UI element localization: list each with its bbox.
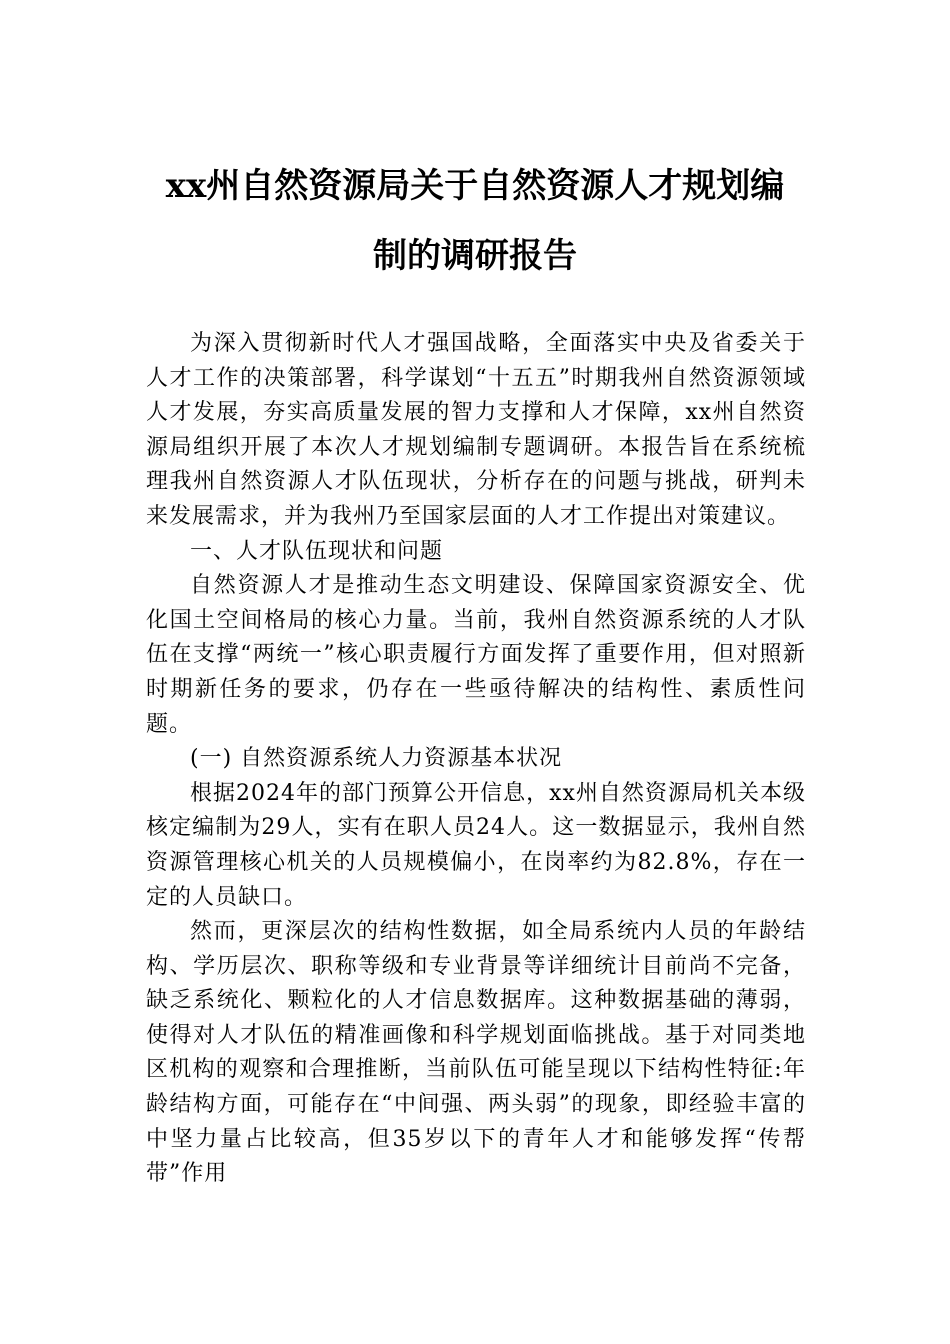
subsection-1-paragraph-2: 然而，更深层次的结构性数据，如全局系统内人员的年龄结构、学历层次、职称等级和专业背景等详细统计目前尚不完备，缺乏系统化、颗粒化的人才信息数据库。这种数据基础的薄弱，使得对人才队伍的精准画像和科学规划面临挑战。基于对同类地区机构的观察和合理推断，当前队伍可能呈现以下结构性特征:年龄结构方面，可能存在“中间强、两头弱”的现象，即经验丰富的中坚力量占比较高，但35岁以下的青年人才和能够发挥“传帮带”作用 [146,919,806,1187]
document-title-line-1: xx州自然资源局关于自然资源人才规划编 [165,166,785,206]
document-title-line-2: 制的调研报告 [373,236,577,276]
subsection-heading-1: (一) 自然资源系统人力资源基本状况 [190,746,563,772]
document-body [146,327,806,1192]
subsection-1-paragraph-1: 根据2024年的部门预算公开信息，xx州自然资源局机关本级核定编制为29人，实有在职人员24人。这一数据显示，我州自然资源管理核心机关的人员规模偏小，在岗率约为82.8%，存在一定的人员缺口。 [146,780,806,910]
section-1-paragraph: 自然资源人才是推动生态文明建设、保障国家资源安全、优化国土空间格局的核心力量。当前，我州自然资源系统的人才队伍在支撑“两统一”核心职责履行方面发挥了重要作用，但对照新时期新任务的要求，仍存在一些亟待解决的结构性、素质性问题。 [146,573,806,737]
section-heading-1: 一、人才队伍现状和问题 [190,538,444,564]
intro-paragraph: 为深入贯彻新时代人才强国战略，全面落实中央及省委关于人才工作的决策部署，科学谋划“十五五”时期我州自然资源领域人才发展，夯实高质量发展的智力支撑和人才保障，xx州自然资源局组织开展了本次人才规划编制专题调研。本报告旨在系统梳理我州自然资源人才队伍现状，分析存在的问题与挑战，研判未来发展需求，并为我州乃至国家层面的人才工作提出对策建议。 [146,331,806,529]
